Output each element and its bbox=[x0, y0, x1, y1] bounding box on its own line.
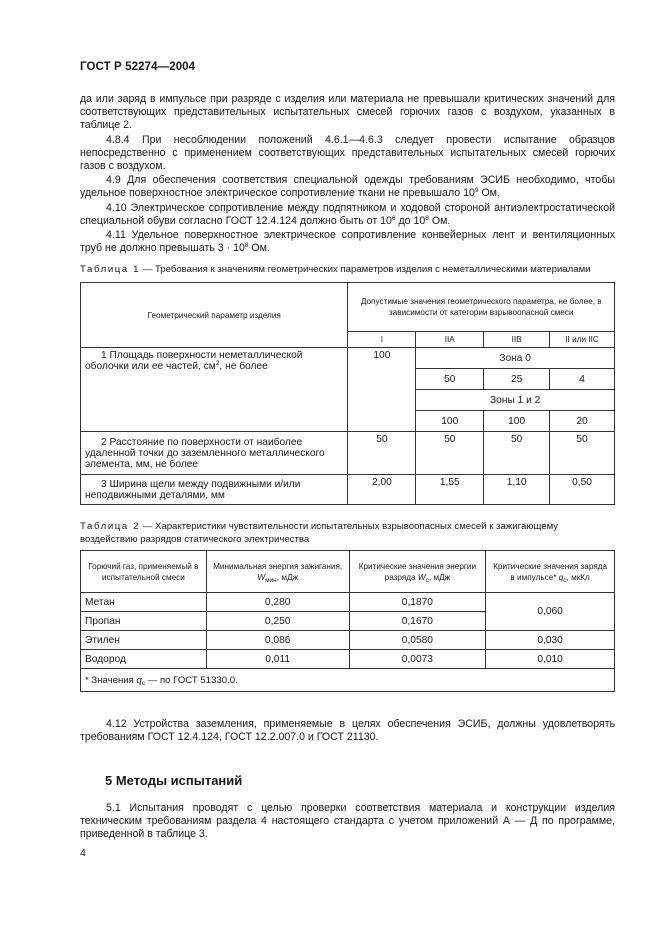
exponent: 9 bbox=[474, 187, 479, 195]
critical-energy-value: 0,1670 bbox=[349, 612, 486, 631]
text: , не более bbox=[219, 361, 268, 372]
text: 1 Площадь поверхности неметаллической оболочки или ее частей, см bbox=[85, 350, 303, 372]
column-header-parameter: Геометрический параметр изделия bbox=[81, 283, 348, 348]
subscript: мин bbox=[265, 576, 277, 584]
text: 4.11 Удельное поверхностное электрическое сопротивление конвейерных лент и вентиляционных труб не должно превышать 3 · 10 bbox=[80, 229, 615, 255]
section-heading: 5 Методы испытаний bbox=[105, 773, 243, 788]
row1-cat-i-value: 100 bbox=[348, 348, 416, 432]
zone12-iia: 100 bbox=[416, 411, 484, 432]
min-energy-value: 0,250 bbox=[206, 612, 349, 631]
table2-caption bbox=[80, 521, 615, 546]
symbol: q bbox=[558, 572, 564, 582]
column-header-cat-iib: IIB bbox=[484, 332, 550, 348]
row2-cat-iib: 50 bbox=[484, 432, 550, 475]
critical-charge-value: 0,030 bbox=[486, 631, 615, 650]
column-header-cat-i: I bbox=[348, 332, 416, 348]
text: 4.9 Для обеспечения соответствия специальной одежды требованиям ЭСИБ необходимо, чтобы удельное поверхностное электрическое сопротивление ткани не превышало 10 bbox=[80, 174, 615, 200]
gas-name: Водород bbox=[81, 650, 207, 669]
table1-caption-label: Таблица 1 bbox=[80, 264, 141, 275]
min-energy-value: 0,280 bbox=[206, 593, 349, 612]
document-header: ГОСТ Р 52274—2004 bbox=[80, 61, 196, 73]
clause-5-1-block bbox=[80, 802, 615, 843]
table1-caption bbox=[80, 264, 615, 277]
paragraph-4-10 bbox=[80, 202, 615, 228]
table2-caption-label: Таблица 2 bbox=[80, 521, 141, 532]
text: Минимальная энергия зажигания, bbox=[213, 561, 343, 571]
gas-name: Метан bbox=[81, 593, 207, 612]
paragraph-5-1: 5.1 Испытания проводят с целью проверки соответствия материала и конструкции изделия техническим требованиям раздела 4 настоящего стандарта с учетом приложений А — Д по программе, приведенной в таблице 3. bbox=[80, 802, 615, 841]
text: Ом. bbox=[248, 242, 270, 255]
critical-energy-value: 0,0580 bbox=[349, 631, 486, 650]
paragraph-4-9 bbox=[80, 174, 615, 200]
table2-note bbox=[81, 669, 615, 692]
row3-cat-iic: 0,50 bbox=[550, 475, 615, 505]
column-header-group: Допустимые значения геометрического параметра, не более, в зависимости от категории взрывоопасной смеси bbox=[348, 283, 615, 332]
column-header-critical-charge bbox=[486, 551, 615, 593]
table2-caption-text: — Характеристики чувствительности испытательных взрывоопасных смесей к зажигающему воздействию разрядов статического электричества bbox=[80, 521, 559, 545]
paragraph-4-11 bbox=[80, 229, 615, 255]
zone12-iib: 100 bbox=[484, 411, 550, 432]
text: Ом. bbox=[428, 214, 451, 227]
subscript: c bbox=[141, 679, 146, 687]
gas-name: Пропан bbox=[81, 612, 207, 631]
clauses-block bbox=[80, 93, 615, 256]
page-number: 4 bbox=[80, 847, 86, 859]
zone12-iic: 20 bbox=[550, 411, 615, 432]
exponent: 6 bbox=[391, 214, 396, 222]
zone12-label: Зоны 1 и 2 bbox=[416, 390, 615, 411]
zone0-iic: 4 bbox=[550, 369, 615, 390]
min-energy-value: 0,086 bbox=[206, 631, 349, 650]
paragraph-4-12: 4.12 Устройства заземления, применяемые в целях обеспечения ЭСИБ, должны удовлетворять требованиям ГОСТ 12.4.124, ГОСТ 12.2.007.0 и ГОСТ 21130. bbox=[80, 718, 615, 744]
text: — по ГОСТ 51330.0. bbox=[145, 674, 238, 686]
text: Критические значения заряда в импульсе* bbox=[493, 561, 608, 582]
row1-label bbox=[81, 348, 348, 432]
text: , мДж bbox=[276, 572, 298, 582]
row3-cat-iib: 1,10 bbox=[484, 475, 550, 505]
symbol: W bbox=[257, 572, 266, 582]
critical-charge-value: 0,010 bbox=[486, 650, 615, 669]
zone0-iib: 25 bbox=[484, 369, 550, 390]
subscript: c bbox=[563, 576, 567, 584]
text: Ом. bbox=[478, 187, 500, 200]
exponent: 8 bbox=[425, 214, 429, 222]
paragraph-continuation: да или заряд в импульсе при разряде с изделия или материала не превышали критических значений для соответствующих представительных испытательных смесей горючих газов с воздухом, указанных в таблице 2. bbox=[80, 93, 615, 132]
subscript: c bbox=[425, 576, 429, 584]
row3-cat-i: 2,00 bbox=[348, 475, 416, 505]
clause-4-12-block bbox=[80, 718, 615, 745]
row2-cat-i: 50 bbox=[348, 432, 416, 475]
text: , мкКл bbox=[566, 572, 590, 582]
text: 2 Расстояние по поверхности от наиболее удаленной точки до заземленного металлического элемента, мм, не более bbox=[85, 436, 325, 470]
exponent: 8 bbox=[244, 242, 249, 250]
table-mixture-sensitivity bbox=[80, 550, 615, 692]
paragraph-4-8-4: 4.8.4 При несоблюдении положений 4.6.1—4.6.3 следует провести испытание образцов непосредственно с применением соответствующих представительных испытательных смесей горючих газов с воздухом. bbox=[80, 133, 615, 173]
row2-label bbox=[81, 432, 348, 475]
symbol: q bbox=[136, 674, 142, 686]
critical-energy-value: 0,1870 bbox=[349, 593, 486, 612]
text: 3 Ширина щели между подвижными и/или неподвижными деталями, мм bbox=[85, 478, 301, 501]
column-header-gas: Горючий газ, применяемый в испытательной смеси bbox=[81, 551, 207, 593]
column-header-min-energy bbox=[206, 551, 349, 593]
min-energy-value: 0,011 bbox=[206, 650, 349, 669]
gas-name: Этилен bbox=[81, 631, 207, 650]
row2-cat-iia: 50 bbox=[416, 432, 484, 475]
column-header-critical-energy bbox=[349, 551, 486, 593]
row2-cat-iic: 50 bbox=[550, 432, 615, 475]
symbol: W bbox=[417, 572, 426, 582]
row3-label bbox=[81, 475, 348, 505]
exponent: 2 bbox=[215, 360, 220, 367]
text: , мДж bbox=[428, 572, 451, 582]
critical-energy-value: 0,0073 bbox=[349, 650, 486, 669]
row3-cat-iia: 1,55 bbox=[416, 475, 484, 505]
critical-charge-value: 0,060 bbox=[486, 593, 615, 631]
text: Критические значения энергии разряда bbox=[358, 561, 477, 582]
table1-caption-text: — Требования к значениям геометрических параметров изделия с неметаллическими материалами bbox=[140, 264, 591, 275]
text: 4.10 Электрическое сопротивление между подпятником и ходовой стороной антиэлектростатической специальной обуви согласно ГОСТ 12.4.124 должно быть от 10 bbox=[80, 201, 615, 227]
zone0-iia: 50 bbox=[416, 369, 484, 390]
zone0-label: Зона 0 bbox=[416, 348, 615, 369]
column-header-cat-iic: II или IIC bbox=[550, 332, 615, 348]
text: до 10 bbox=[395, 214, 426, 227]
text: * Значения bbox=[85, 674, 137, 686]
table-geometric-parameters bbox=[80, 282, 615, 505]
column-header-cat-iia: IIA bbox=[416, 332, 484, 348]
